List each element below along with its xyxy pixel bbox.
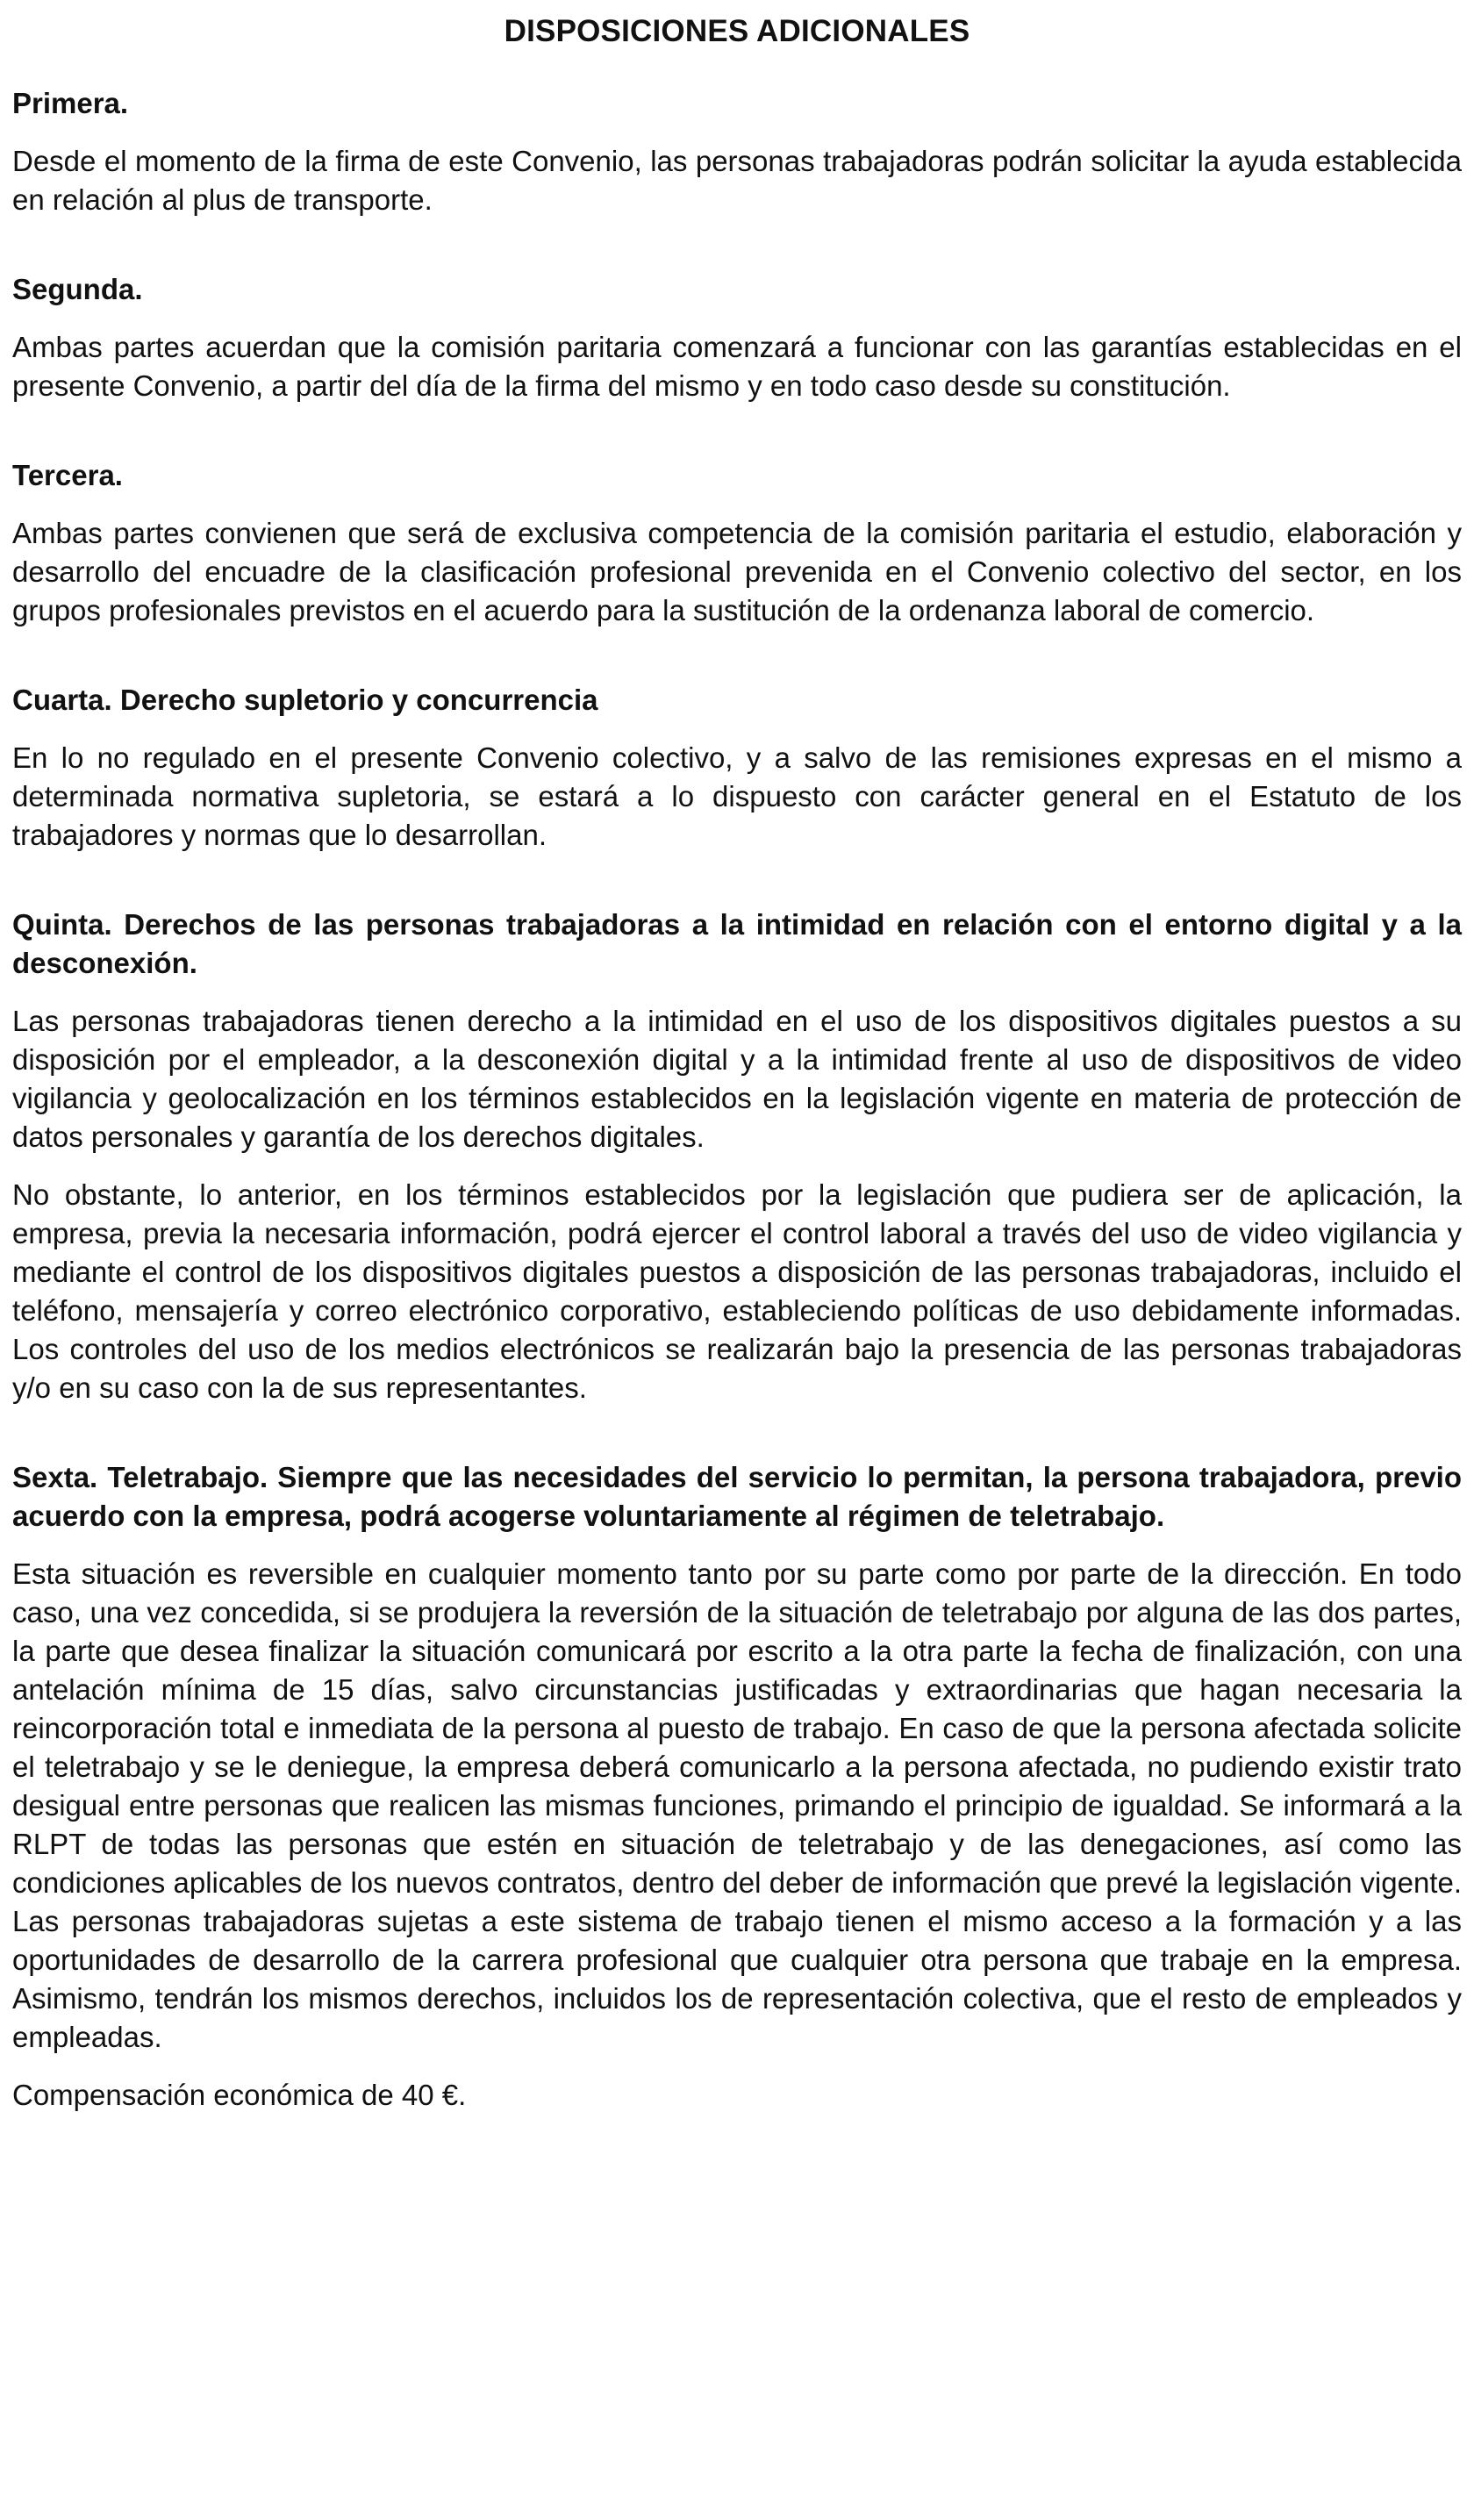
section-spacer — [12, 239, 1462, 270]
document-title: DISPOSICIONES ADICIONALES — [504, 14, 970, 48]
section-heading: Quinta. Derechos de las personas trabajadoras a la intimidad en relación con el entorno digital y a la desconexión. — [12, 908, 1462, 979]
section-heading: Tercera. — [12, 459, 123, 491]
section-spacer — [12, 649, 1462, 681]
section-cuarta — [12, 681, 1462, 855]
document-page — [12, 9, 1462, 2134]
section-heading: Segunda. — [12, 273, 143, 305]
section-spacer — [12, 425, 1462, 456]
section-tercera — [12, 456, 1462, 630]
section-spacer — [12, 1427, 1462, 1458]
section-sexta — [12, 1458, 1462, 2115]
compensation-paragraph: Compensación económica de 40 €. — [12, 2079, 467, 2111]
section-quinta — [12, 906, 1462, 1407]
section-heading: Primera. — [12, 87, 129, 119]
section-segunda — [12, 270, 1462, 405]
section-paragraph: Las personas trabajadoras tienen derecho a la intimidad en el uso de los dispositivos digitales puestos a su disposición por el empleador, a la desconexión digital y a la intimidad frente al uso de dispositivos de video vigilancia y geolocalización en los términos establecidos en la legislación vigente en materia de protección de datos personales y garantía de los derechos digitales. — [12, 1005, 1462, 1153]
section-paragraph: Esta situación es reversible en cualquier momento tanto por su parte como por parte de la dirección. En todo caso, una vez concedida, si se produjera la reversión de la situación de teletrabajo por alguna de las dos partes, la parte que desea finalizar la situación comunicará por escrito a la otra parte la fecha de finalización, con una antelación mínima de 15 días, salvo circunstancias justificadas y extraordinarias que hagan necesaria la reincorporación total e inmediata de la persona al puesto de trabajo. En caso de que la persona afectada solicite el teletrabajo y se le deniegue, la empresa deberá comunicarlo a la persona afectada, no pudiendo existir trato desigual entre personas que realicen las mismas funciones, primando el principio de igualdad. Se informará a la RLPT de todas las personas que estén en situación de teletrabajo y de las denegaciones, así como las condiciones aplicables de los nuevos contratos, dentro del deber de información que prevé la legislación vigente. Las personas trabajadoras sujetas a este sistema de trabajo tienen el mismo acceso a la formación y a las oportunidades de desarrollo de la carrera profesional que cualquier otra persona que trabaje en la empresa. Asimismo, tendrán los mismos derechos, incluidos los de representación colectiva, que el resto de empleados y empleadas. — [12, 1557, 1462, 2053]
section-paragraph: Desde el momento de la firma de este Convenio, las personas trabajadoras podrán solicitar la ayuda establecida en relación al plus de transporte. — [12, 145, 1462, 216]
section-paragraph: Ambas partes convienen que será de exclusiva competencia de la comisión paritaria el estudio, elaboración y desarrollo del encuadre de la clasificación profesional prevenida en el Convenio colectivo del sector, en los grupos profesionales previstos en el acuerdo para la sustitución de la ordenanza laboral de comercio. — [12, 517, 1462, 626]
section-spacer — [12, 874, 1462, 906]
section-paragraph: No obstante, lo anterior, en los términos establecidos por la legislación que pudiera ser de aplicación, la empresa, previa la necesaria información, podrá ejercer el control laboral a través del uso de video vigilancia y mediante el control de los dispositivos digitales puestos a disposición de las personas trabajadoras, incluido el teléfono, mensajería y correo electrónico corporativo, estableciendo políticas de uso debidamente informadas. Los controles del uso de los medios electrónicos se realizarán bajo la presencia de las personas trabajadoras y/o en su caso con la de sus representantes. — [12, 1178, 1462, 1404]
section-paragraph: En lo no regulado en el presente Convenio colectivo, y a salvo de las remisiones expresas en el mismo a determinada normativa supletoria, se estará a lo dispuesto con carácter general en el Estatuto de los trabajadores y normas que lo desarrollan. — [12, 741, 1462, 851]
section-paragraph: Ambas partes acuerdan que la comisión paritaria comenzará a funcionar con las garantías establecidas en el presente Convenio, a partir del día de la firma del mismo y en todo caso desde su constitución. — [12, 331, 1462, 402]
section-heading: Sexta. Teletrabajo. Siempre que las necesidades del servicio lo permitan, la persona trabajadora, previo acuerdo con la empresa, podrá acogerse voluntariamente al régimen de teletrabajo. — [12, 1461, 1462, 1532]
section-heading: Cuarta. Derecho supletorio y concurrencia — [12, 684, 598, 716]
section-primera — [12, 84, 1462, 219]
